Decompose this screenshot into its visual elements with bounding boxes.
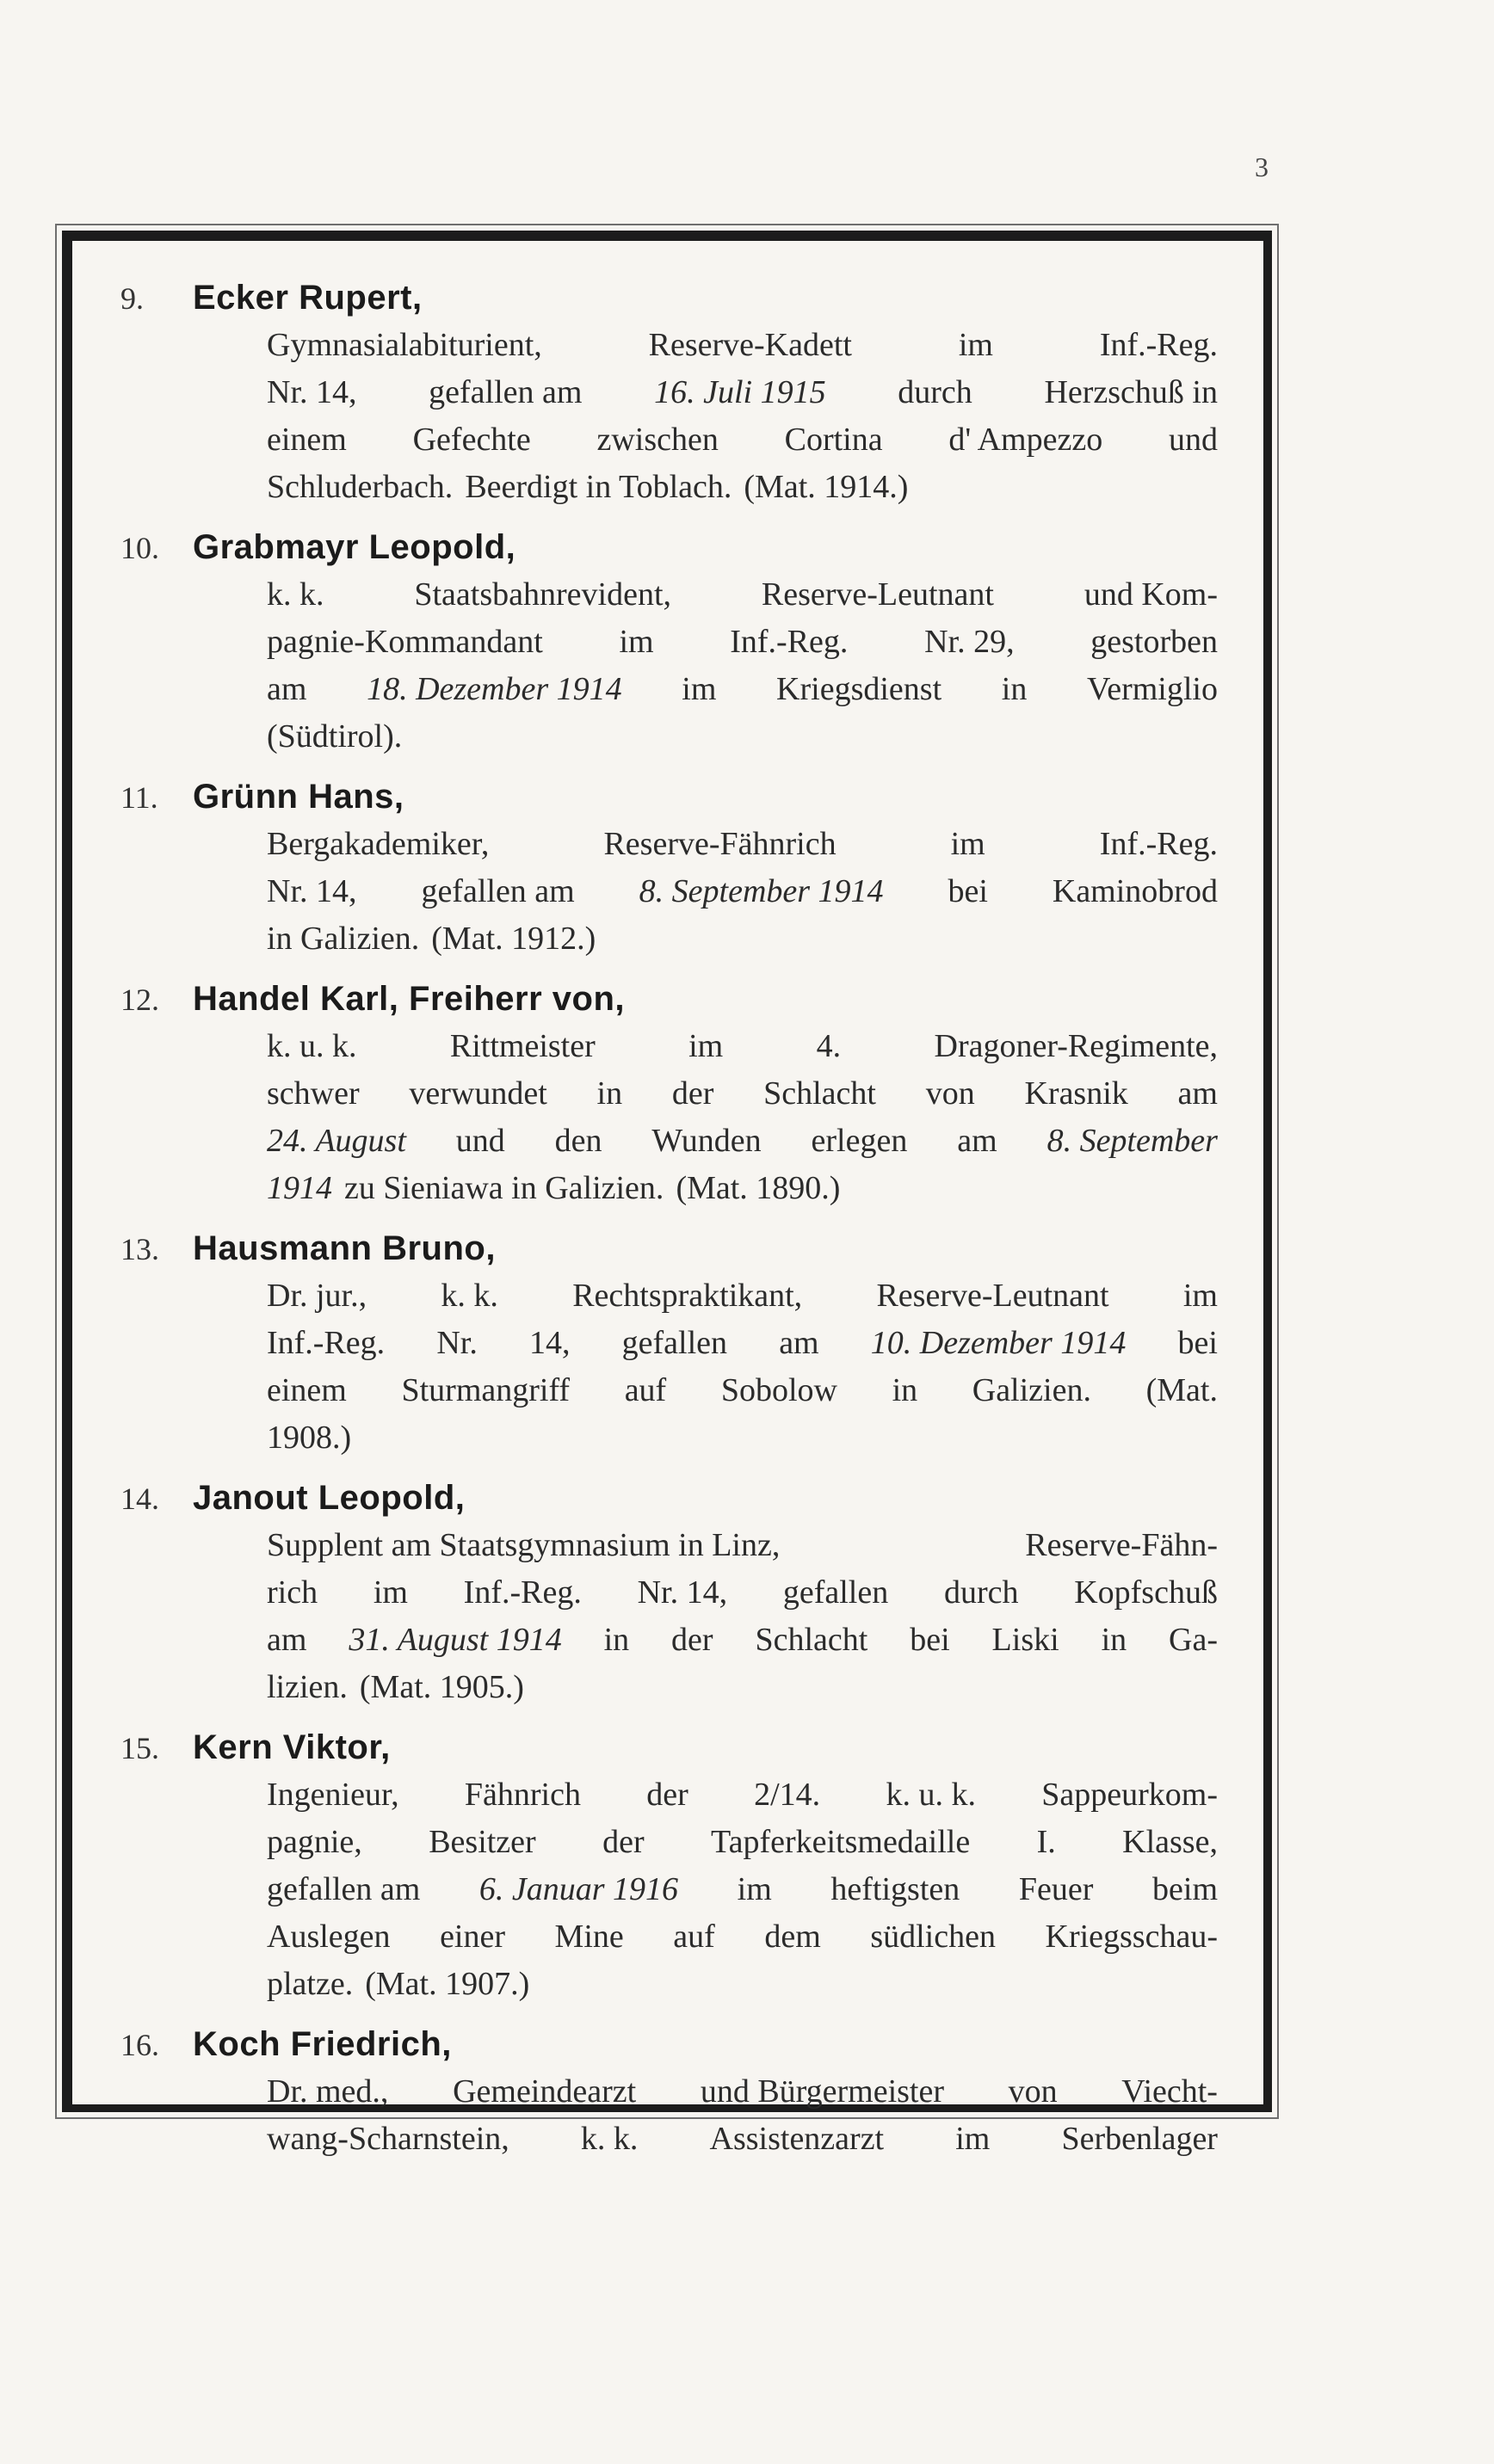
text-segment: platze. [267,1966,354,2002]
entry-text [267,821,1218,963]
entry-text [267,1272,1218,1462]
text-segment: heftigsten [830,1871,960,1907]
text-segment: Reserve-Leutnant [876,1278,1109,1314]
text-segment: (Mat. 1914.) [744,469,909,505]
text-segment: im [619,624,654,660]
page-number: 3 [1255,151,1269,182]
entry-text [267,1522,1218,1711]
text-segment: Gefechte [412,422,531,458]
text-segment: Herzschuß in [1044,374,1218,410]
text-segment: den [554,1123,602,1159]
entry-text [267,1023,1218,1212]
entry-spacer [120,963,1218,975]
text-segment: 18. Dezember 1914 [367,671,622,707]
text-segment: d' Ampezzo [948,422,1103,458]
entry [120,274,1218,523]
text-segment: (Mat. 1907.) [365,1966,530,2002]
text-segment: Mine [554,1919,624,1955]
text-segment: 8. September [1046,1123,1218,1159]
text-segment: I. [1036,1824,1056,1860]
text-segment: und [455,1123,505,1159]
text-segment: Besitzer [429,1824,536,1860]
text-segment: gefallen am [267,1871,421,1907]
text-segment: Supplent am Staatsgymnasium in Linz, [267,1527,781,1563]
entry-number: 13. [120,1232,159,1266]
text-line [267,571,1218,619]
text-segment: 31. August 1914 [349,1622,562,1658]
text-segment: Sturmangriff [401,1372,571,1408]
text-segment: am [267,671,307,707]
text-segment: Reserve-Fähn- [1025,1527,1218,1563]
text-segment: 14, [529,1325,571,1361]
text-segment: der [646,1777,688,1813]
entry-heading [120,773,1218,821]
text-segment: Sobolow [720,1372,837,1408]
entry-name: Kern Viktor, [193,1728,391,1766]
text-segment: dem [764,1919,821,1955]
text-segment: Dr. med., [267,2073,389,2110]
text-line [267,1569,1218,1617]
entry [120,773,1218,975]
text-segment: auf [673,1919,715,1955]
text-line [267,1771,1218,1819]
text-segment: Inf.-Reg. [463,1574,582,1611]
entry-text [267,322,1218,511]
text-segment: einem [267,422,347,458]
text-line [267,868,1218,915]
entry [120,975,1218,1224]
text-segment: 6. Januar 1916 [478,1871,679,1907]
text-segment: (Mat. 1905.) [359,1669,524,1705]
text-segment: Staatsbahnrevident, [414,576,671,613]
text-segment: k. k. [267,576,324,613]
text-segment: im [955,2121,991,2157]
text-segment: in [596,1075,623,1112]
entry-heading [120,1474,1218,1522]
text-segment: Fähnrich [464,1777,581,1813]
text-line [267,1165,1218,1212]
text-segment: Nr. 14, [637,1574,728,1611]
text-segment: Vermiglio [1086,671,1218,707]
text-segment: Reserve-Fähnrich [603,826,837,862]
entry-heading [120,1723,1218,1771]
text-segment: 8. September 1914 [639,873,884,909]
text-segment: (Mat. 1890.) [676,1170,841,1206]
text-segment: in [892,1372,918,1408]
entry-text [267,2068,1218,2163]
text-segment: Nr. [436,1325,478,1361]
text-line [267,2116,1218,2163]
text-segment: im [688,1028,724,1064]
text-line [267,1118,1218,1165]
text-segment: bei [1177,1325,1218,1361]
text-line [267,619,1218,666]
entry-spacer [120,1711,1218,1723]
text-segment: im [958,327,993,363]
text-segment: Kopfschuß [1074,1574,1218,1611]
text-segment: Viecht- [1121,2073,1218,2110]
text-segment: Cortina [784,422,883,458]
text-segment: Krasnik [1024,1075,1128,1112]
entry-list [120,274,1218,2175]
text-segment: lizien. [267,1669,348,1705]
text-segment: verwundet [409,1075,547,1112]
text-segment: Ingenieur, [267,1777,399,1813]
text-segment: 1914 [267,1170,332,1206]
text-segment: Inf.-Reg. [730,624,849,660]
text-segment: (Südtirol). [267,718,403,755]
text-segment: Rittmeister [449,1028,596,1064]
text-segment: Schlacht [763,1075,876,1112]
entry-number: 9. [120,281,144,316]
entry-spacer [120,2008,1218,2020]
entry-name: Hausmann Bruno, [193,1229,496,1267]
text-segment: Sappeurkom- [1041,1777,1218,1813]
text-segment: in Galizien. [267,921,420,957]
text-segment: im [950,826,985,862]
text-segment: (Mat. 1912.) [431,921,596,957]
text-line [267,416,1218,464]
entry [120,1474,1218,1723]
entry-heading [120,274,1218,322]
text-segment: und Bürgermeister [700,2073,945,2110]
text-line [267,713,1218,761]
text-segment: am [779,1325,819,1361]
entry-name: Grünn Hans, [193,778,404,816]
text-line [267,1522,1218,1569]
text-segment: rich [267,1574,318,1611]
text-segment: Dragoner-Regimente, [934,1028,1218,1064]
text-line [267,1961,1218,2008]
text-segment: 16. Juli 1915 [654,374,826,410]
text-segment: 2/14. [754,1777,821,1813]
text-segment: Reserve-Leutnant [761,576,994,613]
entry-number: 16. [120,2028,159,2062]
text-line [267,369,1218,416]
entry-spacer [120,761,1218,773]
text-line [267,821,1218,868]
text-segment: Dr. jur., [267,1278,367,1314]
entry-heading [120,975,1218,1023]
text-line [267,915,1218,963]
entry-number: 14. [120,1481,159,1516]
text-segment: der [671,1622,713,1658]
text-segment: und [1168,422,1218,458]
text-segment: Wunden [651,1123,762,1159]
text-segment: 1908.) [267,1420,352,1456]
entry-name: Grabmayr Leopold, [193,528,516,566]
text-line [267,1070,1218,1118]
text-segment: Galizien. [972,1372,1091,1408]
text-line [267,1023,1218,1070]
text-line [267,1866,1218,1913]
text-segment: 10. Dezember 1914 [870,1325,1127,1361]
text-line [267,464,1218,511]
text-segment: Tapferkeitsmedaille [711,1824,971,1860]
entry-name: Ecker Rupert, [193,279,423,317]
entry-name: Koch Friedrich, [193,2025,452,2063]
text-segment: Serbenlager [1061,2121,1218,2157]
text-segment: im [682,671,717,707]
text-segment: Schluderbach. [267,469,454,505]
text-segment: Liski [991,1622,1059,1658]
text-segment: und Kom- [1083,576,1218,613]
text-segment: (Mat. [1145,1372,1218,1408]
text-segment: in [1101,1622,1127,1658]
entry-heading [120,2020,1218,2068]
text-segment: pagnie-Kommandant [267,624,543,660]
text-segment: am [267,1622,307,1658]
entry-name: Janout Leopold, [193,1479,466,1517]
text-segment: in [603,1622,630,1658]
text-segment: am [1177,1075,1218,1112]
text-segment: Nr. 14, [267,374,357,410]
text-segment: gefallen am [429,374,583,410]
entry-spacer [120,1462,1218,1474]
text-segment: von [925,1075,975,1112]
text-segment: Nr. 29, [924,624,1015,660]
text-segment: Kaminobrod [1052,873,1218,909]
text-segment: pagnie, [267,1824,362,1860]
text-segment: Inf.-Reg. [1099,327,1218,363]
entry-text [267,571,1218,761]
text-line [267,1367,1218,1414]
entry-name: Handel Karl, Freiherr von, [193,980,626,1018]
text-segment: im [373,1574,408,1611]
text-segment: am [957,1123,997,1159]
text-segment: Inf.-Reg. [1099,826,1218,862]
text-segment: Reserve-Kadett [648,327,852,363]
text-line [267,2068,1218,2116]
text-line [267,666,1218,713]
text-segment: bei [910,1622,950,1658]
text-line [267,322,1218,369]
text-segment: bei [948,873,988,909]
entry-number: 11. [120,780,158,815]
text-segment: Bergakademiker, [267,826,490,862]
text-segment: Auslegen [267,1919,391,1955]
text-segment: beim [1152,1871,1218,1907]
text-segment: auf [624,1372,667,1408]
text-segment: der [602,1824,645,1860]
text-segment: erlegen [811,1123,908,1159]
text-segment: Feuer [1018,1871,1094,1907]
entry-number: 12. [120,983,159,1017]
text-segment: Gemeindearzt [453,2073,637,2110]
text-segment: Kriegsschau- [1045,1919,1218,1955]
entry-text [267,1771,1218,2008]
text-segment: zwischen [596,422,719,458]
text-line [267,1320,1218,1367]
text-segment: gefallen am [421,873,575,909]
text-segment: von [1008,2073,1058,2110]
text-line [267,1819,1218,1866]
text-line [267,1272,1218,1320]
text-segment: südlichen [870,1919,996,1955]
text-segment: wang-Scharnstein, [267,2121,509,2157]
text-segment: Rechtspraktikant, [572,1278,803,1314]
text-segment: durch [943,1574,1019,1611]
text-segment: einer [440,1919,506,1955]
text-segment: durch [898,374,972,410]
entry-spacer [120,2163,1218,2175]
entry [120,523,1218,773]
text-segment: k. k. [441,1278,498,1314]
text-segment: 4. [816,1028,842,1064]
entry-spacer [120,1212,1218,1224]
entry-heading [120,1224,1218,1272]
entry-number: 15. [120,1731,159,1765]
entry-heading [120,523,1218,571]
text-line [267,1414,1218,1462]
entry-spacer [120,511,1218,523]
text-segment: k. u. k. [886,1777,976,1813]
text-segment: Schlacht [755,1622,868,1658]
text-segment: zu Sieniawa in Galizien. [344,1170,664,1206]
text-segment: Inf.-Reg. [267,1325,386,1361]
text-segment: Kriegsdienst [776,671,942,707]
entry [120,2020,1218,2175]
text-segment: im [737,1871,772,1907]
text-segment: in [1001,671,1028,707]
text-segment: Assistenzarzt [709,2121,885,2157]
text-segment: im [1182,1278,1218,1314]
text-segment: Beerdigt in Toblach. [465,469,732,505]
text-segment: gefallen [782,1574,889,1611]
text-segment: Gymnasialabiturient, [267,327,542,363]
entry [120,1224,1218,1474]
text-line [267,1617,1218,1664]
entry-number: 10. [120,531,159,565]
text-segment: einem [267,1372,347,1408]
text-segment: schwer [267,1075,360,1112]
text-segment: Ga- [1169,1622,1218,1658]
text-segment: gestorben [1090,624,1218,660]
text-segment: Nr. 14, [267,873,357,909]
entry [120,1723,1218,2020]
text-segment: 24. August [267,1123,406,1159]
text-line [267,1913,1218,1961]
text-segment: Klasse, [1122,1824,1218,1860]
text-segment: der [671,1075,714,1112]
text-segment: k. k. [580,2121,639,2157]
text-segment: k. u. k. [267,1028,357,1064]
text-line [267,1664,1218,1711]
text-segment: gefallen [621,1325,728,1361]
